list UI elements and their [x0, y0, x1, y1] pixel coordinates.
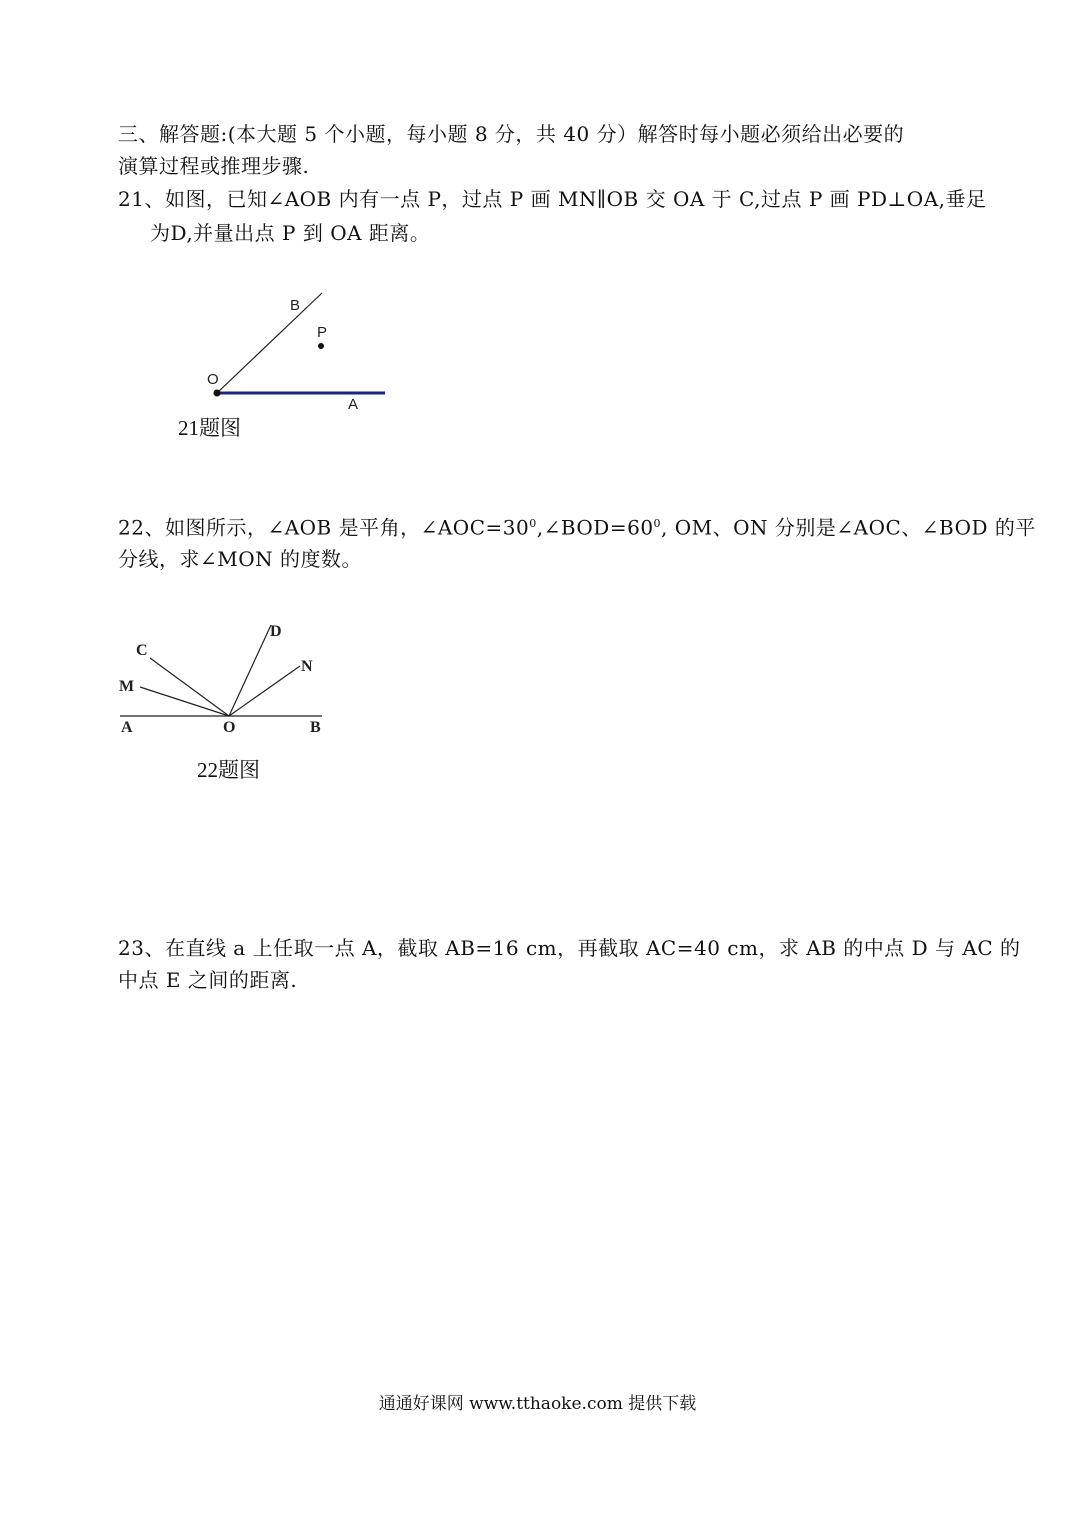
ray-oc — [150, 658, 229, 716]
section-header-line-2: 演算过程或推理步骤. — [118, 154, 310, 178]
question-22-text-b: ,∠BOD=60 — [536, 515, 654, 540]
question-22-line-2: 分线，求∠MON 的度数。 — [118, 547, 362, 571]
degree-mark-2: 0 — [653, 517, 662, 530]
question-21-line-1: 21、如图，已知∠AOB 内有一点 P，过点 P 画 MN∥OB 交 OA 于 C,过点 P 画 PD⊥OA,垂足 — [118, 187, 987, 211]
label-d: D — [270, 623, 282, 640]
figure-21-caption: 21题图 — [178, 416, 241, 440]
figure-21 — [200, 285, 400, 415]
figure-22-diagram — [110, 615, 340, 745]
question-22-text-a: 22、如图所示，∠AOB 是平角，∠AOC=30 — [118, 515, 530, 540]
question-22-line-1 — [118, 510, 1036, 542]
point-o — [214, 390, 221, 397]
ray-om — [140, 687, 229, 716]
label-m: M — [119, 678, 135, 695]
ray-on — [229, 666, 300, 716]
label-a: A — [348, 396, 359, 413]
question-23-line-1: 23、在直线 a 上任取一点 A，截取 AB=16 cm，再截取 AC=40 cm，求 AB 的中点 D 与 AC 的 — [118, 936, 1021, 960]
label-o: O — [223, 719, 236, 736]
ray-ob — [217, 293, 322, 393]
degree-mark-1: 0 — [529, 517, 537, 530]
figure-21-diagram — [200, 285, 400, 415]
question-23-line-2: 中点 E 之间的距离. — [118, 968, 298, 992]
question-21-line-2: 为D,并量出点 P 到 OA 距离。 — [150, 221, 431, 245]
figure-22 — [110, 615, 340, 745]
label-p: P — [317, 324, 328, 341]
section-header-line-1: 三、解答题:(本大题 5 个小题，每小题 8 分，共 40 分）解答时每小题必须给出必要的 — [118, 122, 905, 146]
footer-credit: 通通好课网 www.tthaoke.com 提供下载 — [378, 1394, 697, 1414]
label-n: N — [301, 658, 313, 675]
label-b: B — [290, 297, 301, 314]
question-22-text-c: , OM、ON 分别是∠AOC、∠BOD 的平 — [661, 515, 1036, 540]
label-a: A — [121, 719, 133, 736]
label-c: C — [136, 642, 148, 659]
point-p — [318, 343, 324, 349]
label-o: O — [207, 371, 219, 388]
figure-22-caption: 22题图 — [197, 758, 260, 782]
label-b: B — [310, 719, 321, 736]
ray-od — [229, 625, 271, 716]
